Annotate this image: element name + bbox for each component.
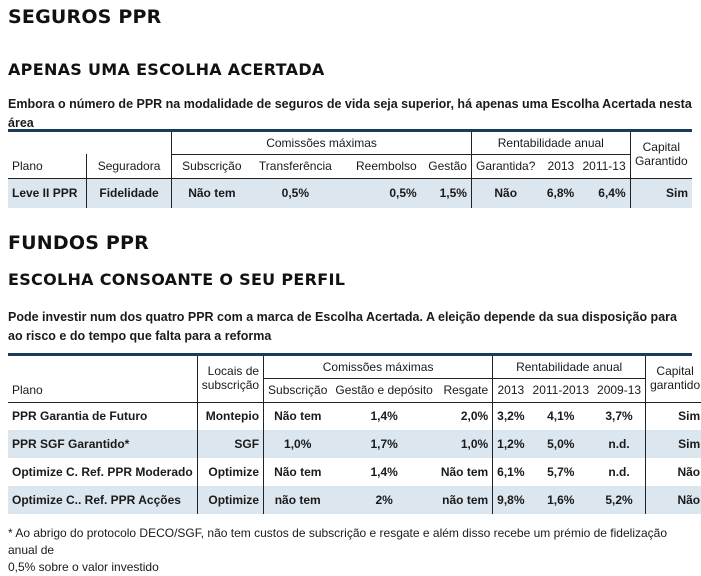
table2-cell-locais: Optimize — [197, 486, 263, 514]
section2-intro — [8, 308, 677, 346]
table2-group-header — [8, 356, 701, 378]
table1-cell-2011-13: 6,4% — [598, 186, 626, 201]
table2-cell-capital: Sim — [646, 402, 701, 430]
table2-cell-subscricao: Não tem — [264, 458, 332, 486]
section-subtitle-escolha-consoante: ESCOLHA CONSOANTE O SEU PERFIL — [8, 270, 346, 289]
section-title-fundos-ppr: FUNDOS PPR — [8, 232, 150, 254]
fundos-ppr-table — [8, 356, 701, 514]
section2-intro-line1: Pode investir num dos quatro PPR com a marca de Escolha Acertada. A eleição depende da sua disposição para — [8, 310, 677, 324]
table1-cell-2013: 6,8% — [546, 186, 575, 201]
table2-header-subscricao: Subscrição — [264, 378, 332, 402]
table1-cell-transferencia: 0,5% — [281, 186, 310, 201]
table2-header-plano: Plano — [12, 382, 43, 397]
table1-capital-line2: Garantido — [630, 154, 692, 178]
table1-capital-line1: Capital — [630, 132, 692, 154]
table1-group-rentabilidade: Rentabilidade anual — [471, 132, 630, 154]
table1-cell-plano: Leve II PPR — [12, 186, 78, 201]
table2-locais-line2: subscrição — [197, 378, 263, 402]
table2-cell-resgate: 1,0% — [460, 437, 489, 451]
table2-cell-capital: Não — [646, 458, 701, 486]
table2-cell-locais: Montepio — [197, 402, 263, 430]
table1-header-garantida: Garantida? — [471, 154, 539, 178]
table2-cell-locais: SGF — [197, 430, 263, 458]
footnote — [8, 525, 698, 576]
table2-capital-line1: Capital — [646, 356, 701, 378]
table2-group-rentabilidade: Rentabilidade anual — [493, 356, 646, 378]
table1-header-plano: Plano — [12, 158, 43, 173]
table1-column-header — [8, 154, 692, 178]
table2-cell-2011-2013: 1,6% — [547, 493, 575, 507]
table1-cell-garantida: Não — [471, 178, 539, 208]
table-row — [8, 486, 701, 514]
footnote-line2: 0,5% sobre o valor investido — [8, 560, 159, 574]
table2-cell-plano: PPR SGF Garantido* — [12, 437, 130, 451]
table2-cell-2011-2013: 5,0% — [547, 437, 575, 451]
table2-cell-resgate: 2,0% — [460, 409, 489, 424]
table2-cell-2013: 1,2% — [493, 430, 529, 458]
section-title-seguros-ppr: SEGUROS PPR — [8, 6, 162, 28]
footnote-line1: * Ao abrigo do protocolo DECO/SGF, não tem custos de subscrição e resgate e além disso recebe um prémio de fidelização anual de — [8, 526, 668, 557]
table2-cell-2009-13: 5,2% — [605, 493, 633, 507]
table2-cell-resgate: Não tem — [440, 465, 489, 479]
table2-cell-2009-13: n.d. — [608, 465, 630, 479]
table2-cell-capital: Sim — [646, 430, 701, 458]
table1-header-transferencia: Transferência — [258, 159, 332, 173]
table2-cell-plano: Optimize C. Ref. PPR Moderado — [12, 465, 193, 479]
section-subtitle-escolha-acertada: APENAS UMA ESCOLHA ACERTADA — [8, 60, 325, 79]
table1-header-subscricao: Subscrição — [172, 154, 252, 178]
table2-cell-gestao: 1,7% — [370, 437, 398, 451]
table1-header-reembolso: Reembolso — [356, 159, 417, 173]
table2-cell-capital: Não — [646, 486, 701, 514]
table1-cell-gestao: 1,5% — [439, 186, 467, 201]
table1-cell-subscricao: Não tem — [172, 178, 252, 208]
seguros-ppr-table — [8, 132, 692, 208]
table2-cell-gestao: 1,4% — [370, 409, 398, 424]
table1-group-header — [8, 132, 692, 154]
table2-header-gestao-deposito: Gestão e depósito — [335, 383, 433, 397]
table1-header-gestao: Gestão — [428, 159, 467, 173]
table2-cell-2013: 6,1% — [493, 458, 529, 486]
table-row — [8, 458, 701, 486]
table1-header-seguradora: Seguradora — [86, 154, 171, 178]
table2-cell-2009-13: 3,7% — [605, 409, 633, 424]
table-row — [8, 178, 692, 208]
table2-cell-plano: Optimize C.. Ref. PPR Acções — [12, 493, 181, 507]
table2-cell-subscricao: 1,0% — [264, 430, 332, 458]
table2-cell-subscricao: Não tem — [264, 402, 332, 430]
table2-cell-resgate: não tem — [442, 493, 489, 507]
table1-group-comissoes: Comissões máximas — [172, 132, 472, 154]
table2-cell-2009-13: n.d. — [608, 437, 630, 451]
table-row — [8, 430, 701, 458]
table2-group-comissoes: Comissões máximas — [264, 356, 493, 378]
table2-locais-line1: Locais de — [197, 356, 263, 378]
table2-cell-gestao: 1,4% — [370, 465, 398, 479]
table2-header-2013: 2013 — [493, 378, 529, 402]
table2-cell-plano: PPR Garantia de Futuro — [12, 409, 148, 424]
table2-cell-gestao: 2% — [375, 493, 393, 507]
table1-header-2013: 2013 — [547, 159, 575, 173]
table2-cell-2013: 9,8% — [493, 486, 529, 514]
table2-header-2011-2013: 2011-2013 — [532, 383, 590, 397]
section2-intro-line2: ao risco e do tempo que falta para a reforma — [8, 329, 272, 343]
table2-cell-locais: Optimize — [197, 458, 263, 486]
table2-cell-2013: 3,2% — [493, 402, 529, 430]
table-row — [8, 402, 701, 430]
table1-cell-capital: Sim — [630, 178, 692, 208]
table2-header-resgate: Resgate — [443, 383, 489, 397]
table2-cell-subscricao: não tem — [264, 486, 332, 514]
table1-header-2011-13: 2011-13 — [582, 159, 626, 173]
table2-cell-2011-2013: 5,7% — [547, 465, 575, 479]
table2-capital-line2: garantido — [646, 378, 701, 402]
table1-cell-reembolso: 0,5% — [389, 186, 417, 201]
table1-cell-seguradora: Fidelidade — [86, 178, 171, 208]
section1-intro: Embora o número de PPR na modalidade de seguros de vida seja superior, há apenas uma Escolha Acertada nesta área — [8, 97, 692, 130]
table2-cell-2011-2013: 4,1% — [547, 409, 575, 424]
table2-column-header — [8, 378, 701, 402]
table2-header-2009-13: 2009-13 — [597, 383, 642, 397]
